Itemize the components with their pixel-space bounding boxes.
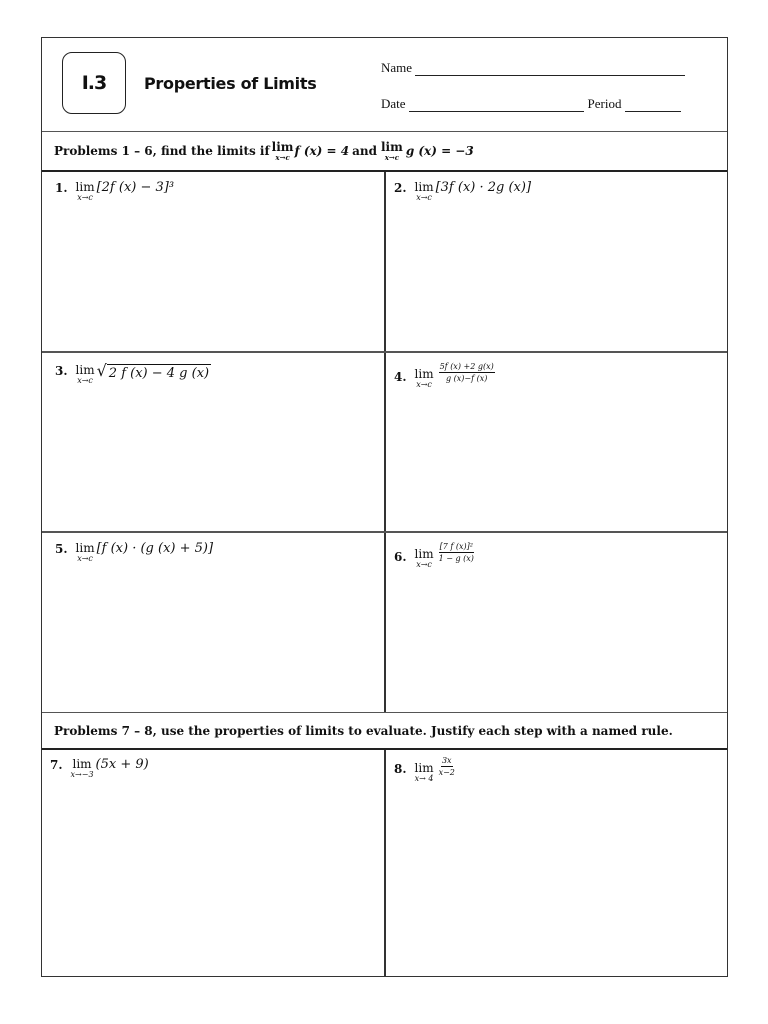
problem-7: 7. lim x→−3 (5x + 9) <box>50 757 149 779</box>
expression: 2 f (x) − 4 g (x) <box>108 366 210 381</box>
expression: [f (x) · (g (x) + 5)] <box>96 541 214 556</box>
problem-5: 5. lim x→c [f (x) · (g (x) + 5)] <box>55 541 214 563</box>
page-title: Properties of Limits <box>144 74 317 93</box>
g-given: g (x) = −3 <box>405 144 474 158</box>
and-word: and <box>352 144 377 158</box>
expression: (5x + 9) <box>95 757 149 772</box>
fraction <box>439 362 495 383</box>
lesson-badge: I.3 <box>62 52 126 114</box>
limit-notation: lim x→c <box>75 541 95 563</box>
numerator: [7 f (x)]² <box>439 542 474 553</box>
problem-4: 4. lim x→c $\frac{5f (x) +2 g(x)}{g (x)-f (x)}$ <box>394 362 494 389</box>
name-field[interactable] <box>381 60 685 76</box>
problem-2: 2. lim x→c [3f (x) · 2g (x)] <box>394 180 532 202</box>
limit-notation: lim x→c <box>414 367 434 389</box>
section2-instructions <box>42 712 727 750</box>
radical-icon: √ <box>96 361 107 380</box>
limit-notation: lim x→c <box>414 180 434 202</box>
f-given: f (x) = 4 <box>294 144 350 158</box>
numerator: 3x <box>441 756 453 767</box>
numerator: 5f (x) +2 g(x) <box>439 362 495 373</box>
limit-notation: lim x→ 4 <box>414 761 434 783</box>
period-line[interactable] <box>625 100 681 112</box>
fraction <box>439 756 455 777</box>
section2-text: Problems 7 – 8, use the properties of limits to evaluate. Justify each step with a named rule. <box>54 723 673 738</box>
problem-8: 8. lim x→ 4 $\frac{3x}{x-2}$ <box>394 756 455 783</box>
limit-notation: lim x→c <box>271 140 294 162</box>
name-label: Name <box>381 60 413 75</box>
section1-text: Problems 1 – 6, find the limits if <box>54 144 270 158</box>
denominator: 1 − g (x) <box>438 554 474 564</box>
expression: [3f (x) · 2g (x)] <box>435 180 532 195</box>
date-label: Date <box>381 96 406 111</box>
column-divider <box>384 750 386 976</box>
problem-1: 1. lim x→c [2f (x) − 3]³ <box>55 180 175 202</box>
date-line[interactable] <box>409 100 584 112</box>
limit-notation: lim x→c <box>414 547 434 569</box>
square-root <box>96 361 212 381</box>
section1-instructions <box>42 132 727 172</box>
problem-3: 3. lim x→c √ 2 f (x) − 4 g (x) <box>55 361 210 385</box>
limit-notation: lim x→c <box>380 140 403 162</box>
problem-6: 6. lim x→c $\frac{\text{[7 f (x)]²}}{1 - g (x)}$ <box>394 542 474 569</box>
limit-notation: lim x→c <box>75 180 95 202</box>
denominator: g (x)−f (x) <box>445 374 488 384</box>
fraction <box>439 542 474 563</box>
date-field[interactable] <box>381 96 681 112</box>
row-divider <box>42 531 727 533</box>
column-divider <box>384 172 386 712</box>
denominator: x−2 <box>438 768 455 778</box>
name-line[interactable] <box>415 64 685 76</box>
row-divider <box>42 351 727 353</box>
worksheet-header <box>42 38 727 132</box>
period-label: Period <box>587 96 622 111</box>
limit-notation: lim x→c <box>75 363 95 385</box>
expression: [2f (x) − 3]³ <box>96 180 175 195</box>
worksheet <box>41 37 728 977</box>
limit-notation: lim x→−3 <box>70 757 94 779</box>
